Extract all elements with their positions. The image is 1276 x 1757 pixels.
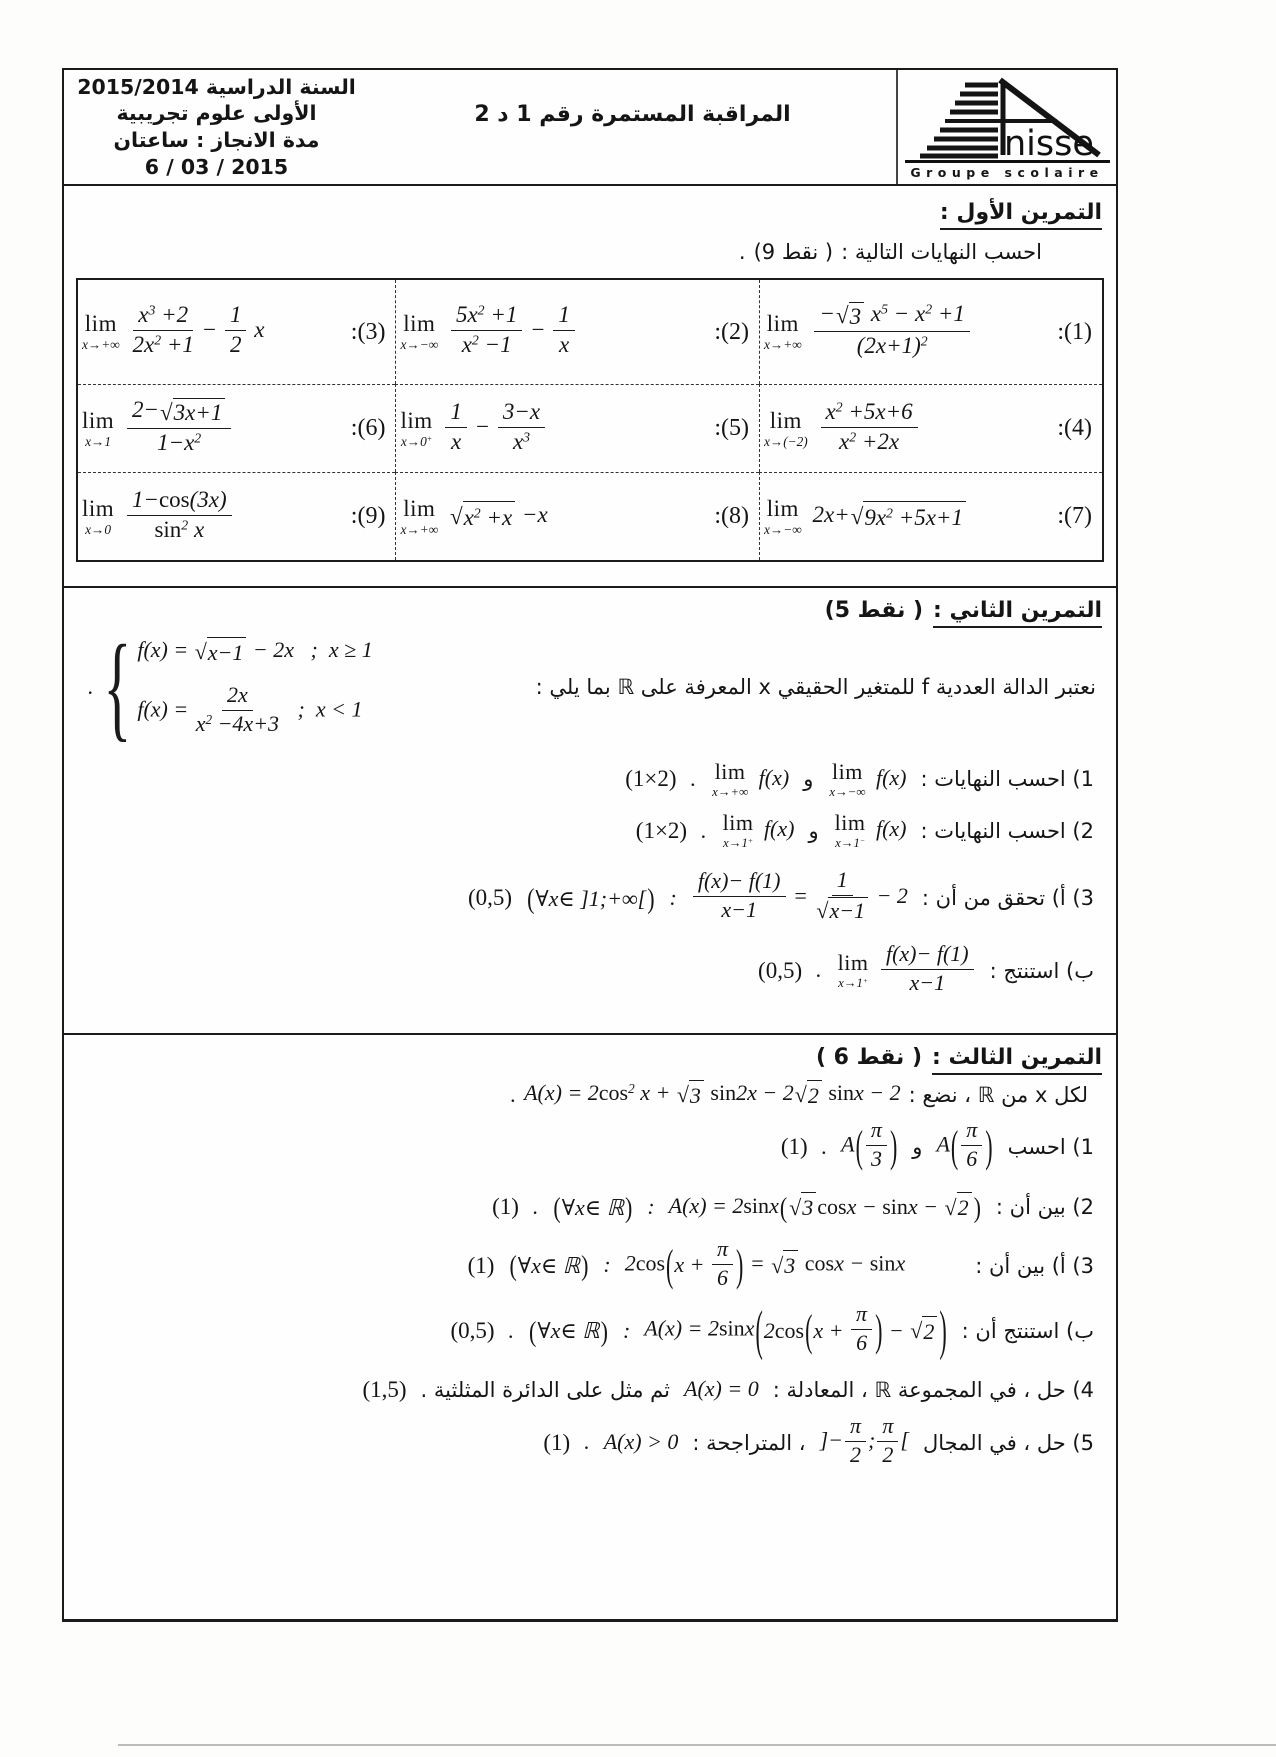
mark-badge: (1×2) xyxy=(635,818,688,844)
question-label: 5) حل ، في المجال xyxy=(922,1430,1094,1455)
limit-left: lim x→1− f(x) xyxy=(834,810,907,851)
sentence-period: . xyxy=(816,957,822,983)
limit-number-1: :(1) xyxy=(1057,318,1092,345)
sentence-period: . xyxy=(508,1317,515,1343)
limit-cell-5 xyxy=(395,384,759,472)
exercise-2-title-row xyxy=(74,596,1106,628)
logo-subtitle: Groupe scolaire xyxy=(905,160,1110,180)
limit-expression-9: lim x→0 $\frac{1-\cos(3x)}{\sin^2 x}$ xyxy=(80,489,351,545)
scan-edge-artifact xyxy=(118,1744,1276,1746)
conjunction: و xyxy=(912,1135,923,1160)
limit-number-7: :(7) xyxy=(1057,503,1092,529)
value-a-pi-3: A ( $\frac{\pi}{3}$ ) xyxy=(841,1117,898,1172)
exercise-3-title-row xyxy=(74,1043,1106,1075)
question-label: ب) استنتج أن : xyxy=(961,1318,1094,1343)
limit-number-9: :(9) xyxy=(350,503,386,529)
separator-colon: : xyxy=(669,884,677,910)
exercise-2-intro-text: نعتبر الدالة العددية f للمتغير الحقيقي x المعرفة على ℝ بما يلي : xyxy=(535,675,1096,700)
piecewise-group xyxy=(88,630,373,745)
class-level: الأولى علوم تجريبية xyxy=(116,101,317,126)
limit-cell-1 xyxy=(759,280,1102,384)
limit-number-6: :(6) xyxy=(350,415,386,441)
exercise-2-question-2 xyxy=(74,812,1106,850)
sentence-period: . xyxy=(510,1081,517,1107)
value-a-pi-6: A ( $\frac{\pi}{6}$ ) xyxy=(936,1117,993,1172)
quantifier: ( ∀x∈ ℝ ) xyxy=(553,1191,633,1224)
exercise-2-points: (5 نقط ) xyxy=(824,598,924,623)
mark-badge: (1) xyxy=(780,1134,808,1160)
exercise-3-title: التمرين الثالث : xyxy=(932,1045,1102,1075)
exercise-2-title: التمرين الثاني : xyxy=(933,598,1102,628)
separator-colon: : xyxy=(603,1252,611,1278)
limit-number-3: :(3) xyxy=(350,318,386,345)
limits-table xyxy=(76,278,1104,562)
question-label: 2) بين أن : xyxy=(995,1195,1094,1220)
exercise-3-points: ( 6 نقط ) xyxy=(815,1045,923,1071)
limit-cell-9 xyxy=(78,472,395,560)
limit-number-8: :(8) xyxy=(714,503,749,529)
exercise-3-question-2 xyxy=(74,1192,1106,1223)
limit-expression-3: lim x→+∞ $\frac{x^3 +2}{2x^2 +1}$ − $\frac{1}{2}$ x xyxy=(82,302,265,357)
mark-badge: (0,5) xyxy=(450,1317,495,1343)
interval: ]− $\frac{\pi}{2}$ ; $\frac{\pi}{2}$ [ xyxy=(819,1413,909,1467)
limit-number-4: :(4) xyxy=(1057,415,1092,441)
exercise-3-intro xyxy=(74,1075,1106,1110)
sentence-period: . xyxy=(690,766,697,792)
exercise-2-question-3b xyxy=(74,940,1106,1011)
separator-colon: : xyxy=(622,1317,631,1343)
piecewise-branch-2: f(x) = $\frac{2x}{x^2 -4x+3}$ ; x < 1 xyxy=(137,682,363,736)
question-label: 4) حل ، في المجموعة ℝ ، المعادلة : xyxy=(772,1377,1094,1402)
question-tail: ثم مثل على الدائرة المثلثية . xyxy=(420,1377,670,1402)
mark-badge: (1×2) xyxy=(625,766,677,792)
piecewise-branch-1: { f(x) = √ x−1 − 2x ; x ≥ 1 xyxy=(137,636,372,667)
exercise-1-instruction xyxy=(74,240,1042,264)
quantifier: ( ∀x∈ ℝ ) xyxy=(509,1249,589,1282)
exercise-2-intro-row xyxy=(88,630,1096,745)
mark-badge: (0,5) xyxy=(467,884,513,910)
mark-badge: (0,5) xyxy=(758,957,803,983)
question-label: 3) أ) تحقق من أن : xyxy=(921,885,1094,910)
piecewise-function xyxy=(104,630,373,745)
limit-cell-2 xyxy=(395,280,759,384)
sentence-period: . xyxy=(532,1194,539,1219)
limit-expression-7: lim x→−∞ 2x+ √ $9x^2 +5x+1$ xyxy=(762,497,1057,536)
exercise-3-question-5 xyxy=(74,1413,1106,1479)
exercise-1-instruction-text: احسب النهايات التالية : xyxy=(841,240,1042,264)
limit-expression-8: lim x→+∞ √ $x^2 +x$ −x xyxy=(400,495,548,537)
exercise-3-question-3b xyxy=(74,1298,1106,1361)
exercise-1-section xyxy=(64,186,1116,562)
limit-number-2: :(2) xyxy=(714,318,749,345)
sentence-period: . xyxy=(701,817,707,843)
limit-cell-6 xyxy=(78,384,395,472)
duration: مدة الانجاز : ساعتان xyxy=(113,128,320,152)
document-sheet xyxy=(62,68,1118,1622)
mark-badge: (1,5) xyxy=(362,1376,407,1402)
exam-date: 2015 / 03 / 6 xyxy=(144,154,289,179)
question-label: 1) احسب xyxy=(1007,1135,1094,1160)
quantifier: ( ∀x∈ ℝ ) xyxy=(529,1314,608,1348)
limit-cell-3 xyxy=(78,280,395,384)
exercise-1-title-row xyxy=(74,198,1106,230)
exercise-3-question-1 xyxy=(74,1117,1106,1173)
mark-badge: (1) xyxy=(492,1194,519,1220)
equation: A(x) = 2sinx ( 2 cos ( x + $\frac{\pi}{6}$ ) − √ 2 ) xyxy=(644,1298,947,1361)
question-middle: ، المتراجحة : xyxy=(692,1430,806,1455)
limit-expression-2: lim x→−∞ $\frac{5x^2 +1}{x^2 -1}$ − $\frac{1}{x}$ xyxy=(398,304,714,360)
limit-right: lim x→+∞ f(x) xyxy=(712,758,790,799)
header xyxy=(64,70,1116,186)
limit-number-5: :(5) xyxy=(714,415,749,441)
limit-expression: lim x→1+ $\frac{f(x)- f(1)}{x-1}$ xyxy=(836,944,976,997)
equation: 2cos ( x + $\frac{\pi}{6}$ ) = √ 3 cosx − sinx xyxy=(624,1235,906,1290)
equation: $\frac{f(x)- f(1)}{x-1}$ = 1 √ x−1 − 2 xyxy=(691,870,908,926)
question-label: 1) احسب النهايات : xyxy=(920,767,1094,792)
logo-wordmark: nisse xyxy=(1004,124,1094,164)
question-label: 3) أ) بين أن : xyxy=(975,1253,1094,1278)
sentence-period: . xyxy=(821,1133,828,1159)
limit-cell-4 xyxy=(759,384,1102,472)
school-year: السنة الدراسية 2015/2014 xyxy=(77,74,356,99)
question-label: 2) احسب النهايات : xyxy=(920,819,1094,844)
conjunction: و xyxy=(808,819,819,844)
limit-right: lim x→1+ f(x) xyxy=(722,810,795,851)
exercise-1-points: (9 نقط ) xyxy=(753,240,834,264)
sentence-period: . xyxy=(738,240,746,264)
exercise-2-section xyxy=(64,586,1116,1011)
equation: A(x) = 2sinx ( √ 3 cos x − sin x − √ 2 ) xyxy=(668,1190,981,1224)
anisse-logo xyxy=(896,70,1116,184)
conjunction: و xyxy=(803,767,814,792)
exam-title: المراقبة المستمرة رقم 1 د 2 xyxy=(474,102,791,127)
exercise-3-question-3a xyxy=(74,1235,1106,1292)
definition-equation: $A(x) = 2\cos^2$ x + √ 3 sin2x − 2 √ 2 sinx − 2 xyxy=(524,1079,901,1110)
limit-cell-8 xyxy=(395,472,759,560)
limit-expression-6: lim x→1 2− √ 3x+1 $1-x^2$ xyxy=(80,399,351,457)
sentence-period: . xyxy=(88,673,94,699)
intro-text: لكل x من ℝ ، نضع : xyxy=(908,1082,1088,1107)
exercise-3-section xyxy=(64,1033,1116,1479)
separator-colon: : xyxy=(647,1194,655,1219)
logo-art xyxy=(907,77,1107,164)
limit-expression-1: lim x→+∞ − √ 3 $x^5 - x^2 +1$ $(2x+1)^2$ xyxy=(762,303,1057,361)
limit-left: lim x→−∞ f(x) xyxy=(829,758,907,799)
exercise-3-question-4 xyxy=(74,1375,1106,1404)
sentence-period: . xyxy=(584,1429,590,1455)
exercise-2-question-1 xyxy=(74,758,1106,799)
piecewise-rows xyxy=(137,630,372,745)
mark-badge: (1) xyxy=(543,1429,571,1455)
limit-expression-4: lim x→(−2) $\frac{x^2 +5x+6}{x^2 +2x}$ xyxy=(762,401,1057,457)
quantifier: ( ∀x∈ ]1;+∞[ ) xyxy=(527,881,655,915)
exam-info-block xyxy=(64,70,369,184)
limit-expression-5: lim x→0+ $\frac{1}{x}$ − $\frac{3-x}{x^3}$ xyxy=(398,401,714,457)
limit-cell-7 xyxy=(759,472,1102,560)
equation: A(x) = 0 xyxy=(684,1376,759,1402)
mark-badge: (1) xyxy=(467,1252,495,1278)
exercise-1-title: التمرين الأول : xyxy=(940,200,1102,230)
question-label: ب) استنتج : xyxy=(989,958,1094,983)
inequality: A(x) > 0 xyxy=(603,1429,679,1455)
exercise-2-question-3a xyxy=(74,867,1106,926)
